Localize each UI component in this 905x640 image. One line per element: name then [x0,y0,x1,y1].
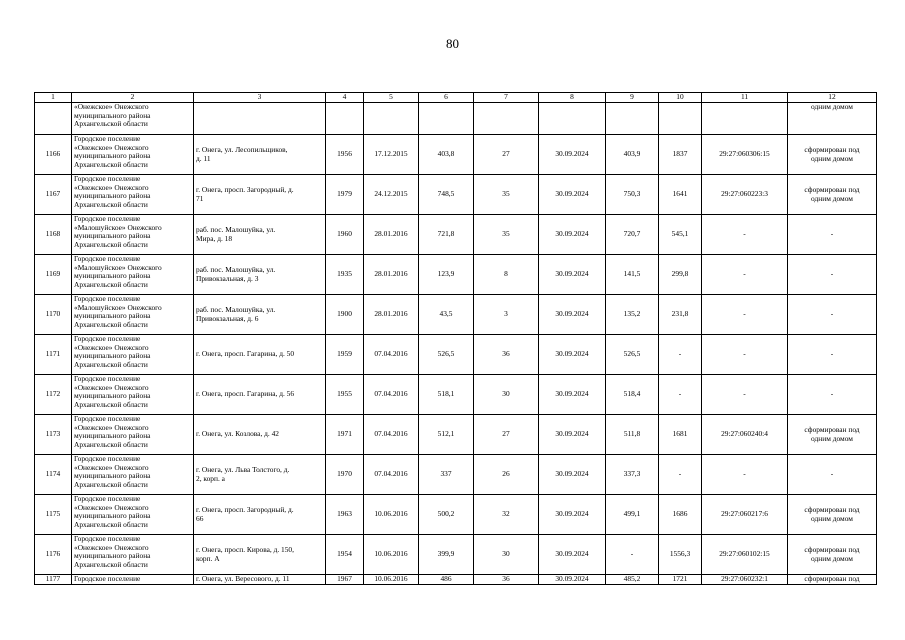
cell-organization [72,375,194,415]
cell-date2: 30.09.2024 [539,375,606,415]
note-line: одним домом [811,553,853,563]
cell-area: 403,8 [419,135,474,175]
page-number: 80 [446,36,459,51]
cell-note [788,175,877,215]
cell-number: 1175 [35,495,72,535]
cell-cadastral: 29:27:060306:15 [702,135,788,175]
cell-year: 1960 [326,215,364,255]
org-line: «Онежское» Онежского [74,182,149,192]
cell-area2: 518,4 [606,375,659,415]
cell-area2: 511,8 [606,415,659,455]
cell-number: 1166 [35,135,72,175]
org-line: Архангельской области [74,199,148,209]
cell-area: 526,5 [419,335,474,375]
cell-number: 1174 [35,455,72,495]
cell-number: 1171 [35,335,72,375]
org-line: Архангельской области [74,519,148,529]
cell-cadastral: 29:27:060240:4 [702,415,788,455]
cell-date2: 30.09.2024 [539,335,606,375]
table-row [35,375,877,415]
cell-address [194,295,326,335]
cell-cadastral: 29:27:060232:1 [702,575,788,585]
org-line: Городское поселение [74,134,141,143]
org-line: муниципального района [74,231,151,241]
cell-address [194,415,326,455]
cell-number: 1167 [35,175,72,215]
cell-area: 486 [419,575,474,585]
cell-year: 1970 [326,455,364,495]
org-line: муниципального района [74,110,151,120]
cell-address [194,335,326,375]
org-line: «Малошуйское» Онежского [74,222,162,232]
cell-area2: 135,2 [606,295,659,335]
address-line: г. Онега, просп. Загородный, д. [196,504,294,514]
org-line: «Онежское» Онежского [74,142,149,152]
cell-note [788,255,877,295]
address-line: раб. пос. Малошуйка, ул. [196,304,276,314]
org-line: Архангельской области [74,479,148,489]
note-line: сформирован под [804,424,860,434]
address-line: г. Онега, просп. Гагарина, д. 56 [196,389,295,399]
cell-residents: 26 [474,455,539,495]
cell-residents: 32 [474,495,539,535]
org-line: Архангельской области [74,279,148,289]
cell-address [194,375,326,415]
org-line: «Онежское» Онежского [74,502,149,512]
cell-cadastral: 29:27:060223:3 [702,175,788,215]
address-line: раб. пос. Малошуйка, ул. [196,224,276,234]
cell-organization: Городское поселение [72,575,194,585]
cell-residents: 8 [474,255,539,295]
col-header: 3 [194,93,326,103]
cell-date2: 30.09.2024 [539,535,606,575]
org-line: Архангельской области [74,399,148,409]
org-line: Городское поселение [74,174,141,183]
cell-area2 [606,103,659,135]
org-line: Архангельской области [74,319,148,329]
cell-year: 1955 [326,375,364,415]
cell-residents: 36 [474,335,539,375]
org-line: муниципального района [74,431,151,441]
cell-residents: 30 [474,375,539,415]
cell-date1: 10.06.2016 [364,575,419,585]
cell-cadastral: - [702,455,788,495]
cell-area: 721,8 [419,215,474,255]
cell-residents: 27 [474,415,539,455]
org-line: «Онежское» Онежского [74,382,149,392]
address-line: 71 [196,193,204,203]
org-line: муниципального района [74,271,151,281]
cell-cadastral: 29:27:060102:15 [702,535,788,575]
cell-cadastral [702,103,788,135]
address-line: д. 11 [196,153,211,163]
cell-organization [72,495,194,535]
org-line: муниципального района [74,391,151,401]
cell-value: 1837 [659,135,702,175]
org-line: Городское поселение [74,214,141,223]
cell-date1: 07.04.2016 [364,455,419,495]
cell-organization [72,175,194,215]
note-line: сформирован под [804,184,860,194]
org-line: «Малошуйское» Онежского [74,302,162,312]
cell-value: - [659,455,702,495]
note-line: - [830,309,834,319]
cell-value: 299,8 [659,255,702,295]
address-line: г. Онега, просп. Гагарина, д. 50 [196,349,295,359]
cell-area: 399,9 [419,535,474,575]
cell-year: 1900 [326,295,364,335]
cell-date2: 30.09.2024 [539,175,606,215]
cell-value: 1641 [659,175,702,215]
cell-value: - [659,335,702,375]
cell-date1: 07.04.2016 [364,375,419,415]
table-row [35,135,877,175]
register-table [34,92,877,585]
cell-residents: 27 [474,135,539,175]
header-row [35,93,877,103]
cell-number: 1168 [35,215,72,255]
cell-year: 1979 [326,175,364,215]
cell-area2: 403,9 [606,135,659,175]
cell-value: - [659,375,702,415]
table-row [35,455,877,495]
cell-year [326,103,364,135]
note-line: одним домом [811,433,853,443]
cell-date2 [539,103,606,135]
col-header: 9 [606,93,659,103]
continuation-row [35,103,877,135]
cell-number: 1176 [35,535,72,575]
cell-address [194,535,326,575]
cell-address [194,255,326,295]
cell-organization [72,295,194,335]
cell-note [788,415,877,455]
note-line: сформирован под [804,504,860,514]
cell-address [194,495,326,535]
note-line: сформирован под [804,144,860,154]
org-line: Городское поселение [74,414,141,423]
address-line: корп. А [196,553,220,563]
cell-year: 1959 [326,335,364,375]
cell-value: 1721 [659,575,702,585]
cell-date2: 30.09.2024 [539,495,606,535]
address-line: г. Онега, просп. Загородный, д. [196,184,294,194]
cell-date2: 30.09.2024 [539,455,606,495]
note-line: сформирован под [804,544,860,554]
table-row [35,255,877,295]
cell-year: 1971 [326,415,364,455]
note-line: - [830,469,834,479]
cell-number: 1173 [35,415,72,455]
cell-residents: 35 [474,215,539,255]
col-header: 11 [702,93,788,103]
cell-cadastral: - [702,255,788,295]
org-line: Городское поселение [74,294,141,303]
address-line: 66 [196,513,204,523]
cell-area2: 485,2 [606,575,659,585]
address-line: Привокзальная, д. 6 [196,313,259,323]
cell-residents: 30 [474,535,539,575]
cell-year: 1963 [326,495,364,535]
cell-note [788,535,877,575]
org-line: Архангельской области [74,559,148,569]
cell-area: 500,2 [419,495,474,535]
address-line: г. Онега, ул. Козлова, д. 42 [196,429,279,439]
cell-note [788,495,877,535]
org-line: «Онежское» Онежского [74,542,149,552]
cell-area2: 750,3 [606,175,659,215]
cell-value: 1556,3 [659,535,702,575]
cell-area: 337 [419,455,474,495]
org-line: Городское поселение [74,374,141,383]
cell-cadastral: 29:27:060217:6 [702,495,788,535]
cell-date2: 30.09.2024 [539,575,606,585]
cell-area: 123,9 [419,255,474,295]
org-line: «Малошуйское» Онежского [74,262,162,272]
table-row [35,575,877,585]
org-line: муниципального района [74,311,151,321]
cell-date1: 10.06.2016 [364,495,419,535]
org-line: Архангельской области [74,119,148,129]
cell-date2: 30.09.2024 [539,135,606,175]
org-line: муниципального района [74,351,151,361]
cell-address [194,103,326,135]
cell-note: одним домом [788,103,877,135]
cell-number [35,103,72,135]
cell-value [659,103,702,135]
org-line: Городское поселение [74,334,141,343]
table-row [35,215,877,255]
cell-date2: 30.09.2024 [539,255,606,295]
org-line: Архангельской области [74,159,148,169]
cell-cadastral: - [702,215,788,255]
cell-area [419,103,474,135]
org-line: Городское поселение [74,454,141,463]
cell-organization [72,103,194,135]
col-header: 1 [35,93,72,103]
cell-address [194,215,326,255]
cell-organization [72,215,194,255]
cell-cadastral: - [702,335,788,375]
org-line: муниципального района [74,551,151,561]
col-header: 12 [788,93,877,103]
org-line: Городское поселение [74,534,141,543]
note-line: одним домом [811,193,853,203]
cell-organization [72,255,194,295]
cell-number: 1177 [35,575,72,585]
note-line: - [830,349,834,359]
cell-area: 748,5 [419,175,474,215]
org-line: «Онежское» Онежского [74,102,149,111]
cell-year: 1954 [326,535,364,575]
cell-date2: 30.09.2024 [539,415,606,455]
col-header: 5 [364,93,419,103]
cell-note [788,295,877,335]
cell-value: 1686 [659,495,702,535]
cell-area: 512,1 [419,415,474,455]
cell-area2: 720,7 [606,215,659,255]
cell-address [194,175,326,215]
org-line: «Онежское» Онежского [74,342,149,352]
cell-note [788,375,877,415]
cell-date1: 10.06.2016 [364,535,419,575]
cell-address [194,135,326,175]
col-header: 8 [539,93,606,103]
cell-organization [72,335,194,375]
cell-date1: 28.01.2016 [364,255,419,295]
cell-address: г. Онега, ул. Вересового, д. 11 [194,575,326,585]
table-row [35,175,877,215]
cell-number: 1169 [35,255,72,295]
cell-year: 1956 [326,135,364,175]
cell-organization [72,535,194,575]
cell-area2: - [606,535,659,575]
cell-value: 545,1 [659,215,702,255]
cell-area2: 499,1 [606,495,659,535]
org-line: муниципального района [74,471,151,481]
org-line: Архангельской области [74,239,148,249]
cell-date1 [364,103,419,135]
address-line: Привокзальная, д. 3 [196,273,259,283]
cell-year: 1967 [326,575,364,585]
cell-date1: 17.12.2015 [364,135,419,175]
cell-note [788,335,877,375]
address-line: г. Онега, ул. Лесопильщиков, [196,144,288,154]
org-line: муниципального района [74,511,151,521]
cell-date2: 30.09.2024 [539,215,606,255]
col-header: 10 [659,93,702,103]
address-line: 2, корп. а [196,473,225,483]
address-line: г. Онега, ул. Льва Толстого, д. [196,464,290,474]
cell-value: 1681 [659,415,702,455]
org-line: Городское поселение [74,494,141,503]
col-header: 4 [326,93,364,103]
table-row [35,415,877,455]
cell-residents [474,103,539,135]
cell-date1: 28.01.2016 [364,295,419,335]
col-header: 7 [474,93,539,103]
org-line: «Онежское» Онежского [74,462,149,472]
cell-note [788,215,877,255]
cell-area: 518,1 [419,375,474,415]
note-line: - [830,229,834,239]
cell-note [788,135,877,175]
note-line: - [830,389,834,399]
org-line: Городское поселение [74,254,141,263]
org-line: Архангельской области [74,359,148,369]
cell-organization [72,135,194,175]
col-header: 6 [419,93,474,103]
org-line: Архангельской области [74,439,148,449]
cell-year: 1935 [326,255,364,295]
cell-date1: 24.12.2015 [364,175,419,215]
table-row [35,295,877,335]
cell-cadastral: - [702,295,788,335]
cell-cadastral: - [702,375,788,415]
cell-note [788,455,877,495]
cell-date1: 28.01.2016 [364,215,419,255]
cell-organization [72,415,194,455]
cell-date1: 07.04.2016 [364,335,419,375]
org-line: муниципального района [74,191,151,201]
cell-address [194,455,326,495]
address-line: Мира, д. 18 [196,233,233,243]
address-line: раб. пос. Малошуйка, ул. [196,264,276,274]
cell-area2: 337,3 [606,455,659,495]
cell-number: 1172 [35,375,72,415]
org-line: «Онежское» Онежского [74,422,149,432]
cell-note: сформирован под [788,575,877,585]
cell-area2: 141,5 [606,255,659,295]
cell-residents: 3 [474,295,539,335]
cell-organization [72,455,194,495]
cell-residents: 35 [474,175,539,215]
cell-date1: 07.04.2016 [364,415,419,455]
cell-residents: 36 [474,575,539,585]
cell-value: 231,8 [659,295,702,335]
cell-number: 1170 [35,295,72,335]
table-row [35,495,877,535]
col-header: 2 [72,93,194,103]
note-line: одним домом [811,513,853,523]
cell-area2: 526,5 [606,335,659,375]
table-row [35,335,877,375]
org-line: муниципального района [74,151,151,161]
cell-area: 43,5 [419,295,474,335]
note-line: одним домом [811,153,853,163]
address-line: г. Онега, просп. Кирова, д. 150, [196,544,294,554]
cell-date2: 30.09.2024 [539,295,606,335]
note-line: - [830,269,834,279]
table-row [35,535,877,575]
